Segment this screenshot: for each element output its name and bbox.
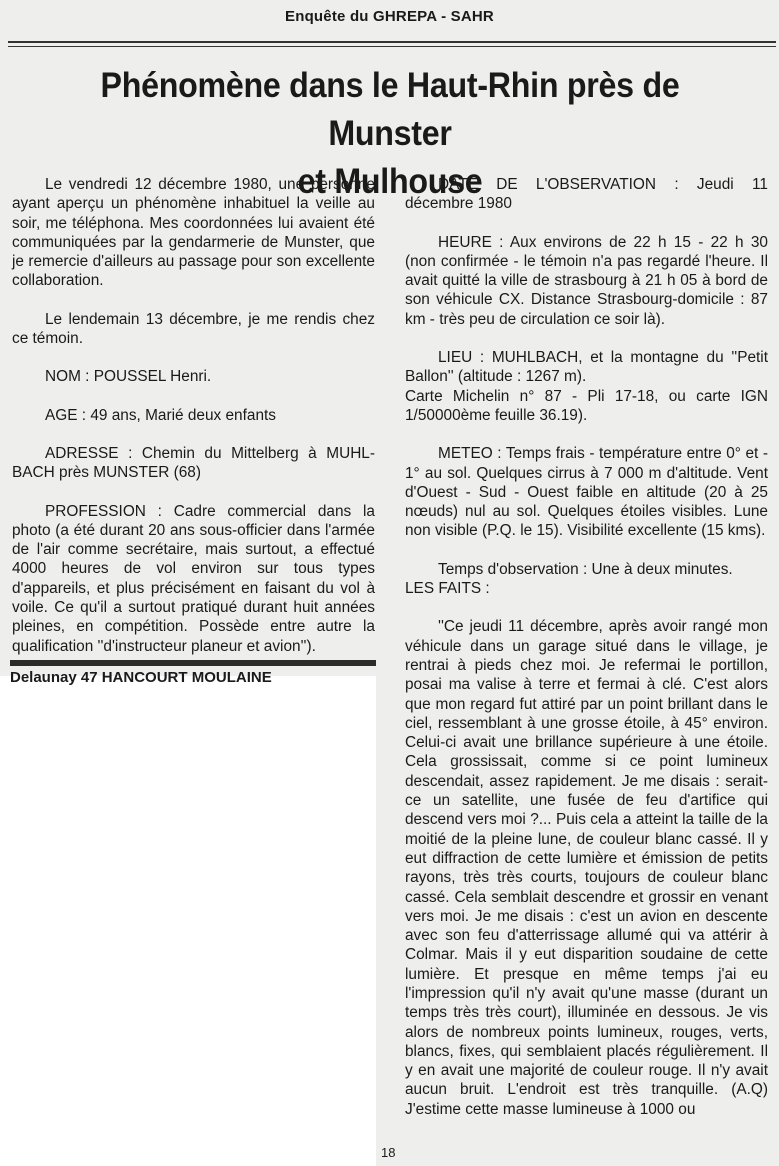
observation-time: HEURE : Aux environs de 22 h 15 - 22 h 30 (non confirmée - le témoin n'a pas regardé l'heure. Il avait quitté la ville de strasbourg à 21 h 05 à bord de son véhicule CX. Distance Strasbourg-domicile : 87 km - très peu de circulation ce soir là). xyxy=(405,233,768,328)
right-column xyxy=(405,175,768,1119)
facts-testimony: ''Ce jeudi 11 décembre, après avoir rangé mon véhicule dans un garage situé dans le village, je rentrai à pieds chez moi. Je refermai le portillon, posai ma valise à terre et fermai à clé. C'est alors que mon regard fut attiré par un point brillant dans le ciel, ressemblant à une grosse étoile, à 45° environ. Celui-ci avait une brillance supérieure à une étoile. Cela grossissait, comme si ce point lumineux descendait, assez rapidement. Je me disais : serait-ce un satellite, une fusée de feu d'artifice qui descend vers moi ?... Puis cela a atteint la taille de la moitié de la pleine lune, de couleur blanc cassé. Il y eut diffraction de cette lumière et émission de petits rayons, très très courts, toujours de couleur blanc cassé. Cela semblait descendre et grossir en venant vers moi. Je me disais : c'est un avion en descente avec son feu d'atterrissage allumé qui va attérir à Colmar. Mais il y eut disparition soudaine de cette lumière. Et presque en même temps j'ai eu l'impression qu'il n'y avait qu'une masse (durant un temps très très court), illuminée en dessous. Je vis alors de nombreux points lumineux, rouges, verts, blancs, fixes, qui semblaient placés régulièrement. Il y en avait une majorité de couleur rouge. Il n'y avait aucun bruit. L'endroit est très tranquille. (A.Q) J'estime cette masse lumineuse à 1000 ou xyxy=(405,618,768,1118)
header-rule-thin xyxy=(8,46,776,47)
observation-date: DATE DE L'OBSERVATION : Jeudi 11 décembre 1980 xyxy=(405,176,768,213)
weather-conditions: METEO : Temps frais - température entre 0° et - 1° au sol. Quelques cirrus à 7 000 m d'altitude. Vent d'Ouest - Sud - Ouest faible en altitude (20 à 25 nœuds) nul au sol. Quelques étoiles visibles. Lune non visible (P.Q. le 15). Visibilité excellente (15 kms). xyxy=(405,445,768,540)
witness-address: ADRESSE : Chemin du Mittelberg à MUHL-BACH près MUNSTER (68) xyxy=(12,444,375,482)
page-header: Enquête du GHREPA - SAHR xyxy=(285,8,494,25)
facts-heading: LES FAITS : xyxy=(405,580,490,598)
left-column xyxy=(12,175,375,656)
article-title-line1: Phénomène dans le Haut-Rhin près de Munster xyxy=(100,66,680,153)
article-title-line2: et Mulhouse xyxy=(297,162,483,201)
visit-paragraph: Le lendemain 13 décembre, je me rendis chez ce témoin. xyxy=(12,310,375,348)
observation-location: LIEU : MUHLBACH, et la montagne du ''Petit Ballon'' (altitude : 1267 m). xyxy=(405,349,768,386)
map-reference: Carte Michelin n° 87 - Pli 17-18, ou carte IGN 1/50000ème feuille 36.19). xyxy=(405,387,768,424)
intro-paragraph: Le vendredi 12 décembre 1980, une personne ayant aperçu un phénomène inhabituel la veille au soir, me téléphona. Mes coordonnées lui avaient été communiquées par la gendarmerie de Munster, que je remercie d'ailleurs au passage pour son excellente collaboration. xyxy=(12,176,375,290)
header-rule xyxy=(8,41,776,43)
column-divider-bar xyxy=(10,660,376,666)
cropped-next-article-text: Delaunay 47 HANCOURT MOULAINE xyxy=(10,669,272,686)
witness-age: AGE : 49 ans, Marié deux enfants xyxy=(45,406,276,424)
page-number: 18 xyxy=(381,1145,396,1160)
witness-name: NOM : POUSSEL Henri. xyxy=(45,368,212,386)
observation-duration: Temps d'observation : Une à deux minutes. xyxy=(438,560,733,578)
witness-profession: PROFESSION : Cadre commercial dans la photo (a été durant 20 ans sous-officier dans l'armée de l'air comme secrétaire, mais surtout, a effectué 4000 heures de vol environ sur tous types d'appareils, et plus précisément en faisant du vol à voile. Ce qu'il a surtout pratiqué durant huit années pleines, en compétition. Possède entre autre la qualification ''d'instructeur planeur et avion''). xyxy=(12,502,375,655)
